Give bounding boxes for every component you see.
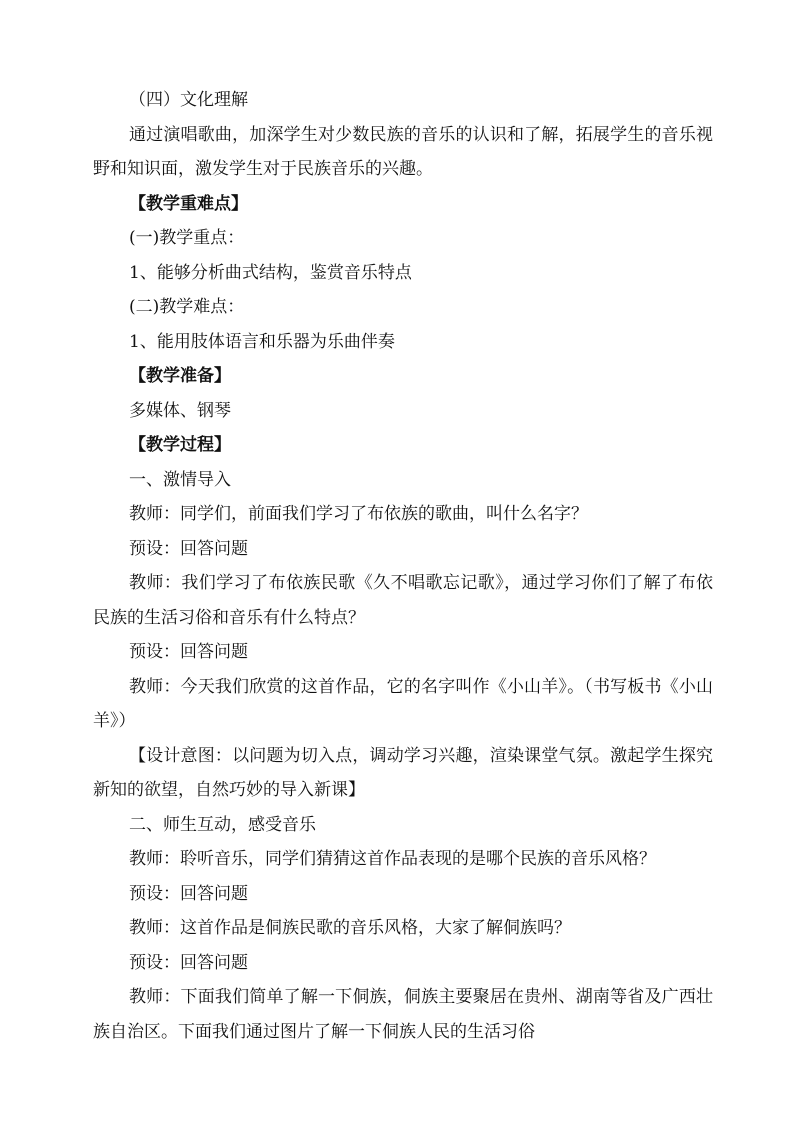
document-page <box>93 83 713 1049</box>
paragraph: 【设计意图：以问题为切入点，调动学习兴趣，渲染课堂气氛。激起学生探究新知的欲望，自然巧妙的导入新课】 <box>93 745 713 800</box>
paragraph: 教师：我们学习了布依族民歌《久不唱歌忘记歌》，通过学习你们了解了布依民族的生活习俗和音乐有什么特点？ <box>93 573 713 628</box>
text-line: 预设：回答问题 <box>129 538 248 559</box>
section-heading: 【教学重难点】 <box>129 193 248 214</box>
text-line: 二、师生互动，感受音乐 <box>129 814 316 835</box>
text-line: 1、能用肢体语言和乐器为乐曲伴奏 <box>129 331 395 352</box>
text-line: 教师：这首作品是侗族民歌的音乐风格，大家了解侗族吗？ <box>129 918 571 938</box>
text-line: 预设：回答问题 <box>129 952 248 973</box>
text-line: 教师：聆听音乐，同学们猜猜这首作品表现的是哪个民族的音乐风格？ <box>129 849 656 869</box>
paragraph: 教师：下面我们简单了解一下侗族，侗族主要聚居在贵州、湖南等省及广西壮族自治区。下面我们通过图片了解一下侗族人民的生活习俗 <box>93 987 713 1042</box>
text-line: 预设：回答问题 <box>129 642 248 662</box>
text-line: 教师：同学们，前面我们学习了布依族的歌曲，叫什么名字？ <box>129 504 588 524</box>
text-line: (二)教学难点： <box>129 297 245 317</box>
text-line: (一)教学重点： <box>129 228 245 248</box>
paragraph: 通过演唱歌曲，加深学生对少数民族的音乐的认识和了解，拓展学生的音乐视野和知识面，激发学生对于民族音乐的兴趣。 <box>93 124 713 179</box>
text-line: 一、激情导入 <box>129 469 231 490</box>
paragraph: 教师：今天我们欣赏的这首作品，它的名字叫作《小山羊》。（书写板书《小山羊》） <box>93 676 713 731</box>
text-line: 1、能够分析曲式结构，鉴赏音乐特点 <box>129 262 412 283</box>
section-heading: 【教学过程】 <box>129 435 231 455</box>
text-line: 预设：回答问题 <box>129 883 248 904</box>
text-line: （四）文化理解 <box>129 90 248 110</box>
text-line: 多媒体、钢琴 <box>129 400 231 421</box>
section-heading: 【教学准备】 <box>129 366 231 386</box>
